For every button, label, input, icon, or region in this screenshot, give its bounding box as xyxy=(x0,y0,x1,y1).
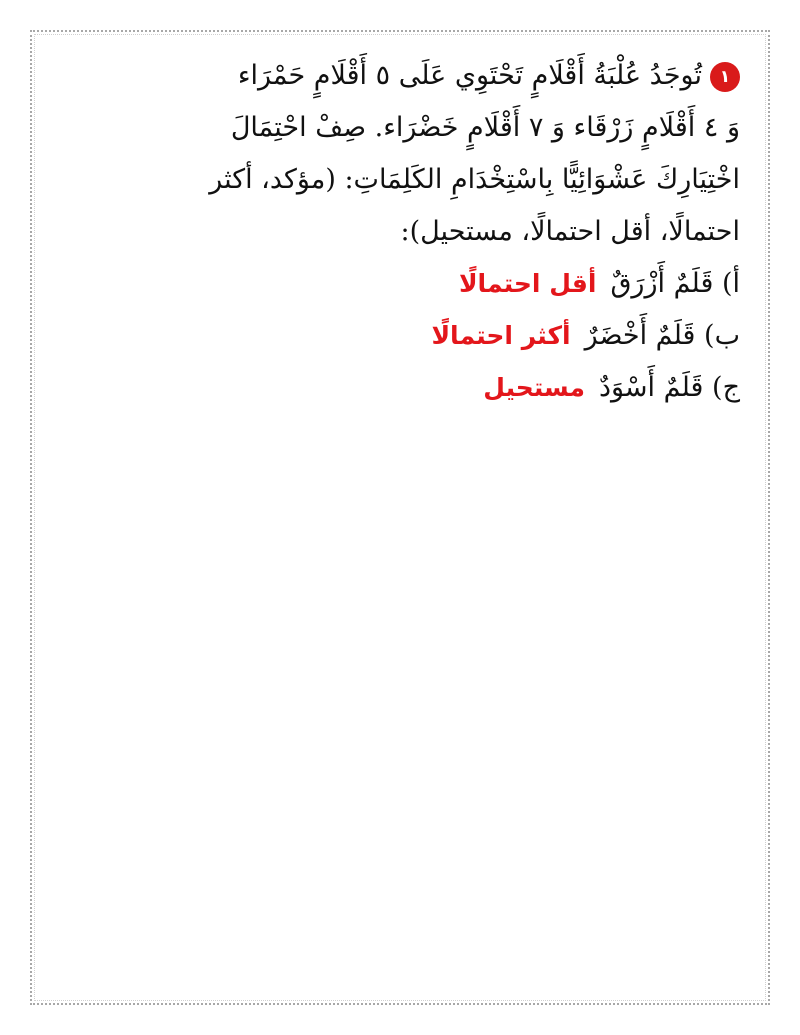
option-a xyxy=(200,258,740,310)
option-c-label: ج) قَلَمٌ أَسْوَدٌ xyxy=(598,372,740,403)
question-line-2: وَ ٤ أَقْلَامٍ زَرْقَاء وَ ٧ أَقْلَامٍ خَضْرَاء. صِفْ احْتِمَالَ xyxy=(230,112,740,143)
option-a-label: أ) قَلَمٌ أَزْرَقٌ xyxy=(610,268,740,299)
question-line-4: احتمالًا، أقل احتمالًا، مستحيل): xyxy=(400,216,740,247)
question-text-1: تُوجَدُ عُلْبَةُ أَقْلَامٍ تَحْتَوِي عَلَى ٥ أَقْلَامٍ حَمْرَاء xyxy=(237,60,702,91)
option-c-answer: مستحيل xyxy=(483,373,585,402)
option-b xyxy=(200,310,740,362)
option-c xyxy=(200,362,740,414)
question-line-1 xyxy=(200,50,740,102)
question-block xyxy=(200,50,740,414)
option-b-answer: أكثر احتمالًا xyxy=(431,321,571,350)
question-number-badge: ١ xyxy=(710,62,740,92)
option-b-label: ب) قَلَمٌ أَخْضَرٌ xyxy=(584,320,740,351)
question-line-3: اخْتِيَارِكَ عَشْوَائِيًّا بِاسْتِخْدَامِ الكَلِمَاتِ: (مؤكد، أكثر xyxy=(209,164,740,195)
option-a-answer: أقل احتمالًا xyxy=(458,269,597,298)
